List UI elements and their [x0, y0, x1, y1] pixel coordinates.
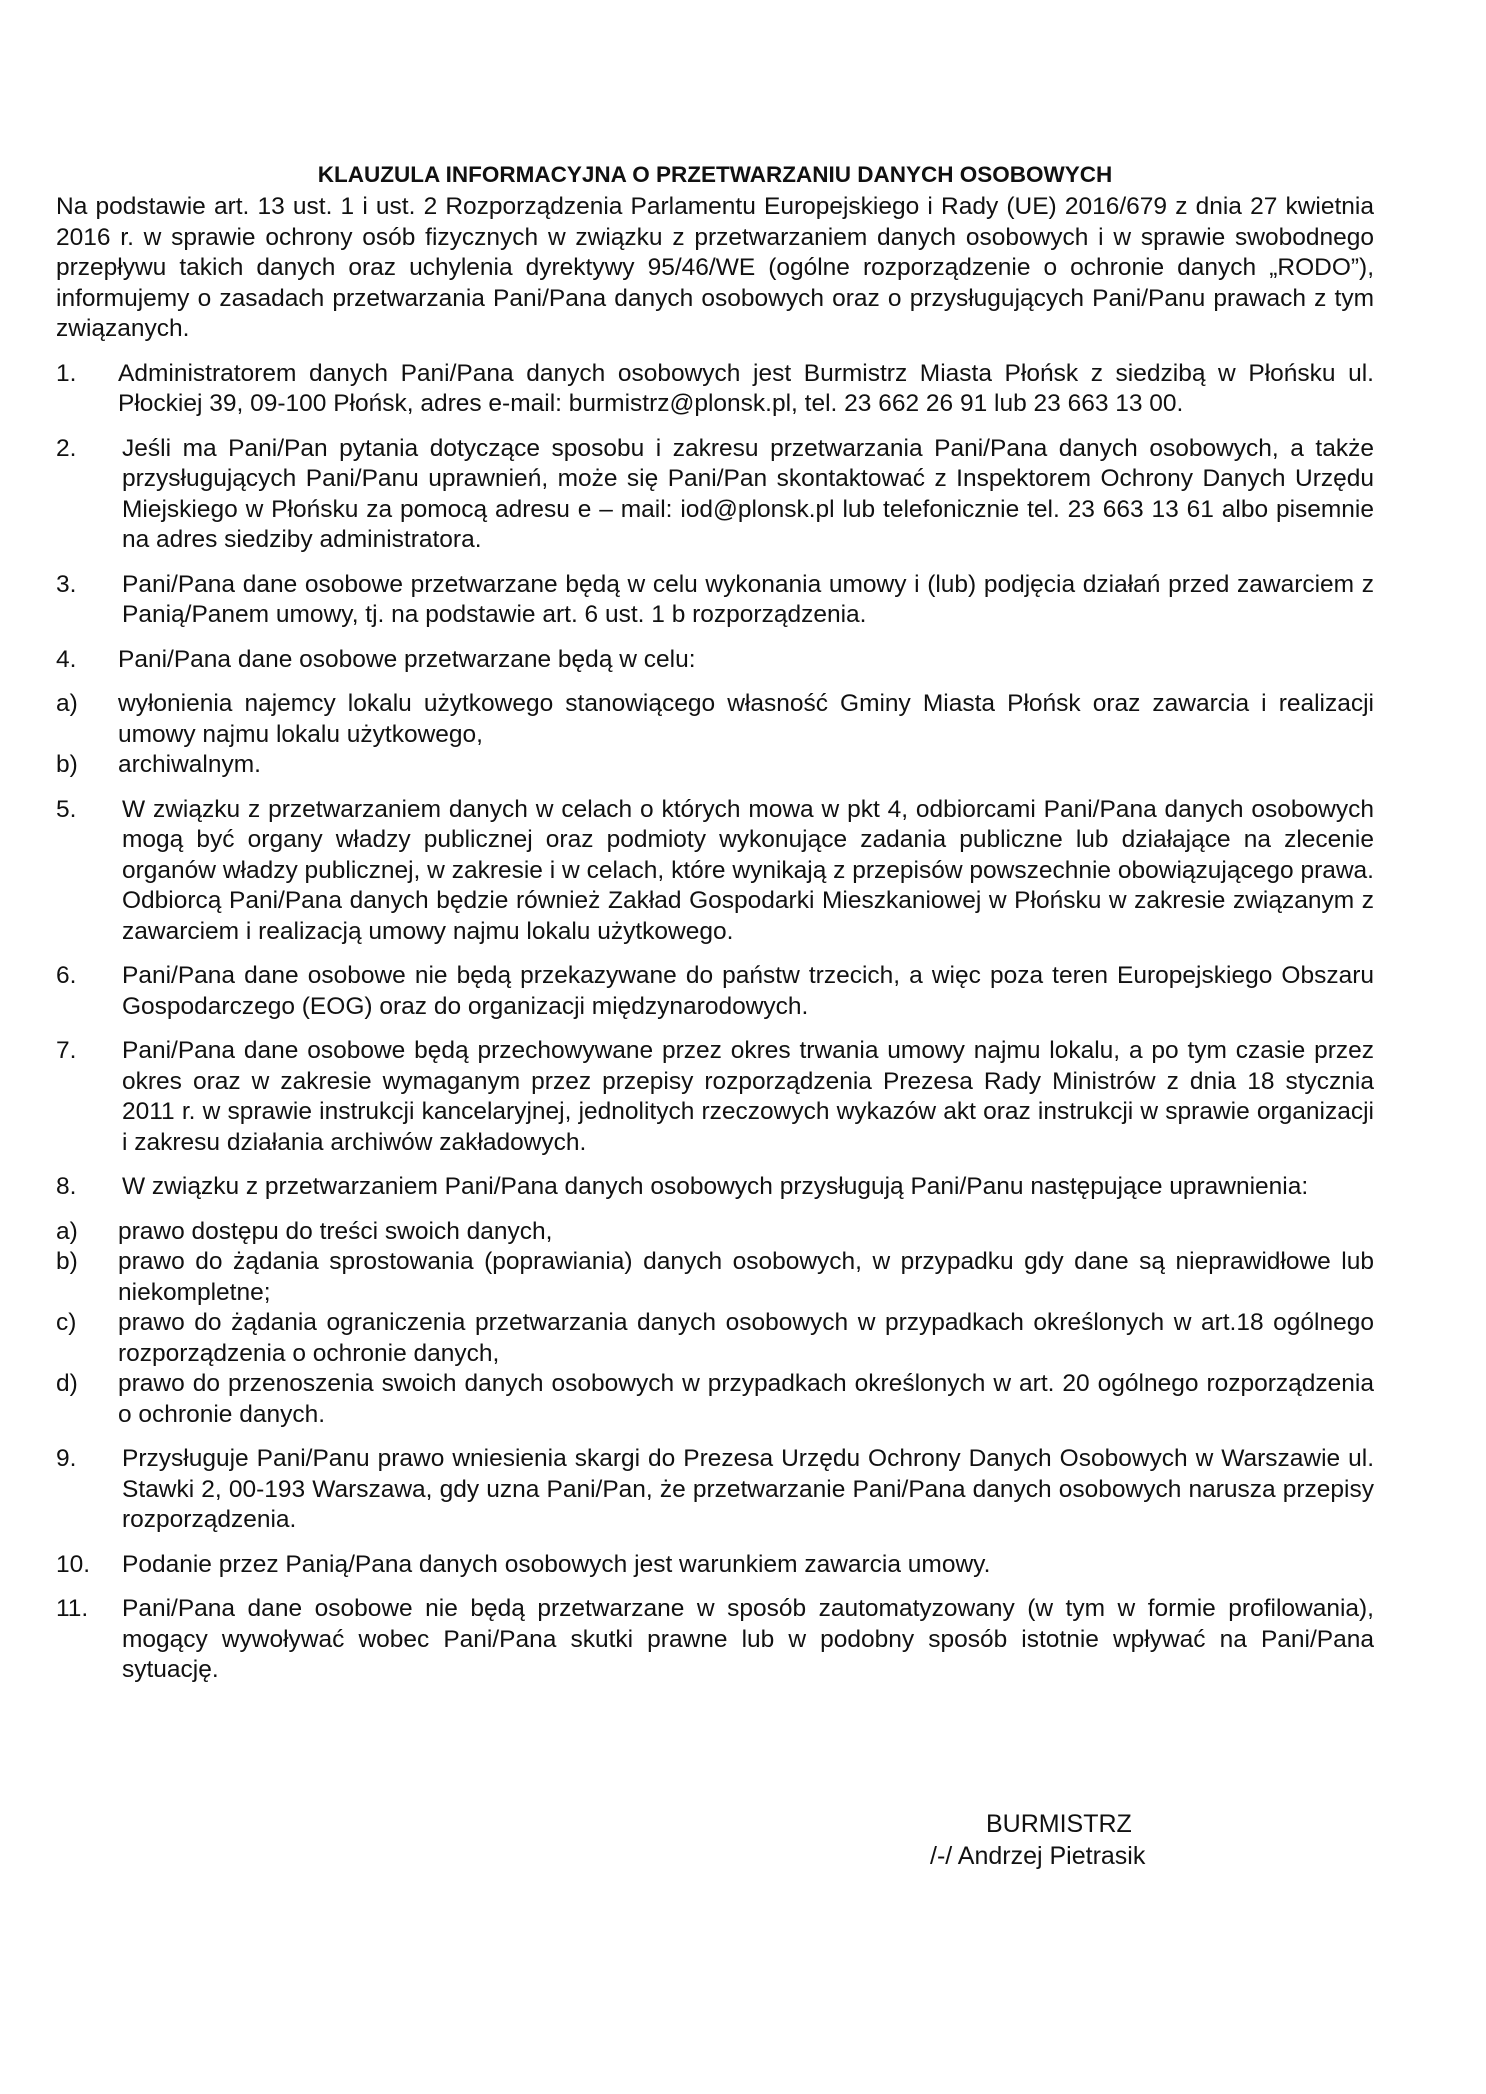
sub-item-letter: d) — [56, 1370, 78, 1397]
list-item-3 — [56, 570, 1374, 631]
sub-item-letter: b) — [56, 1248, 78, 1275]
list-item-8 — [56, 1172, 1374, 1203]
item-number: 8. — [56, 1173, 77, 1200]
list-item-11 — [56, 1594, 1374, 1686]
sublist-item-a — [56, 689, 1374, 750]
item-number: 11. — [56, 1595, 89, 1622]
sublist-purposes — [56, 689, 1374, 781]
signature-block — [930, 1808, 1145, 1872]
sub-item-text: prawo do żądania ograniczenia przetwarzania danych osobowych w przypadkach określonych w art.18 ogólnego rozporządzenia o ochronie danych, — [118, 1309, 1374, 1367]
sub-item-text: archiwalnym. — [118, 751, 261, 778]
document-page — [56, 160, 1374, 1700]
item-number: 9. — [56, 1445, 77, 1472]
item-number: 5. — [56, 795, 77, 823]
sub-item-letter: a) — [56, 1217, 78, 1245]
item-text: Podanie przez Panią/Pana danych osobowych jest warunkiem zawarcia umowy. — [122, 1550, 991, 1578]
item-text: Pani/Pana dane osobowe będą przechowywane przez okres trwania umowy najmu lokalu, a po tym czasie przez okres oraz w zakresie wymaganym przez przepisy rozporządzenia Prezesa Rady Ministrów z dnia 18 stycznia 2011 r. w sprawie instrukcji kancelaryjnej, jednolitych rzeczowych wykazów akt oraz instrukcji w sprawie organizacji i zakresu działania archiwów zakładowych. — [122, 1037, 1374, 1156]
list-item-7 — [56, 1036, 1374, 1158]
sub-item-text: prawo do przenoszenia swoich danych osobowych w przypadkach określonych w art. 20 ogólnego rozporządzenia o ochronie danych. — [118, 1370, 1374, 1428]
item-text: Pani/Pana dane osobowe przetwarzane będą w celu wykonania umowy i (lub) podjęcia działań przed zawarciem z Panią/Panem umowy, tj. na podstawie art. 6 ust. 1 b rozporządzenia. — [122, 570, 1374, 628]
signature-role: BURMISTRZ — [986, 1810, 1132, 1838]
sublist-item-a — [56, 1217, 1374, 1248]
item-number: 6. — [56, 962, 77, 989]
list-item-1 — [56, 359, 1374, 420]
sub-item-letter: a) — [56, 690, 78, 717]
sublist-item-c — [56, 1308, 1374, 1369]
item-number: 10. — [56, 1550, 91, 1578]
intro-paragraph: Na podstawie art. 13 ust. 1 i ust. 2 Rozporządzenia Parlamentu Europejskiego i Rady (UE) 2016/679 z dnia 27 kwietnia 2016 r. w sprawie ochrony osób fizycznych w związku z przetwarzaniem danych osobowych i w sprawie swobodnego przepływu takich danych oraz uchylenia dyrektywy 95/46/WE (ogólne rozporządzenie o ochronie danych „RODO”), informujemy o zasadach przetwarzania Pani/Pana danych osobowych oraz o przysługujących Pani/Panu prawach z tym związanych. — [56, 193, 1374, 342]
sub-item-text: wyłonienia najemcy lokalu użytkowego stanowiącego własność Gminy Miasta Płońsk oraz zawarcia i realizacji umowy najmu lokalu użytkowego, — [118, 690, 1374, 748]
list-item-4 — [56, 645, 1374, 676]
list-item-6 — [56, 961, 1374, 1022]
sublist-item-b — [56, 750, 1374, 781]
sub-item-text: prawo do żądania sprostowania (poprawiania) danych osobowych, w przypadku gdy dane są nieprawidłowe lub niekompletne; — [118, 1248, 1374, 1306]
item-number: 7. — [56, 1037, 77, 1064]
sublist-item-d — [56, 1369, 1374, 1430]
item-number: 4. — [56, 645, 77, 673]
document-title: KLAUZULA INFORMACYJNA O PRZETWARZANIU DANYCH OSOBOWYCH — [317, 162, 1113, 187]
item-number: 1. — [56, 359, 77, 387]
sub-item-text: prawo dostępu do treści swoich danych, — [118, 1217, 553, 1245]
sublist-item-b — [56, 1247, 1374, 1308]
item-text: Administratorem danych Pani/Pana danych osobowych jest Burmistrz Miasta Płońsk z siedzibą w Płońsku ul. Płockiej 39, 09-100 Płońsk, adres e-mail: burmistrz@plonsk.pl, tel. 23 662 26 91 lub 23 663 13 00. — [118, 359, 1374, 417]
item-number: 3. — [56, 570, 77, 598]
list-item-10 — [56, 1550, 1374, 1581]
list-item-2 — [56, 434, 1374, 556]
item-text: Jeśli ma Pani/Pan pytania dotyczące sposobu i zakresu przetwarzania Pani/Pana danych osobowych, a także przysługujących Pani/Panu uprawnień, może się Pani/Pan skontaktować z Inspektorem Ochrony Danych Urzędu Miejskiego w Płońsku za pomocą adresu e – mail: iod@plonsk.pl lub telefonicznie tel. 23 663 13 61 albo pisemnie na adres siedziby administratora. — [122, 434, 1374, 553]
signature-name: /-/ Andrzej Pietrasik — [930, 1842, 1146, 1870]
item-text: Pani/Pana dane osobowe nie będą przekazywane do państw trzecich, a więc poza teren Europejskiego Obszaru Gospodarczego (EOG) oraz do organizacji międzynarodowych. — [122, 962, 1374, 1020]
item-number: 2. — [56, 434, 77, 462]
item-text: Przysługuje Pani/Panu prawo wniesienia skargi do Prezesa Urzędu Ochrony Danych Osobowych w Warszawie ul. Stawki 2, 00-193 Warszawa, gdy uzna Pani/Pan, że przetwarzanie Pani/Pana danych osobowych narusza przepisy rozporządzenia. — [122, 1445, 1374, 1533]
sub-item-letter: c) — [56, 1309, 77, 1336]
list-item-9 — [56, 1444, 1374, 1536]
item-text: Pani/Pana dane osobowe przetwarzane będą w celu: — [118, 645, 696, 673]
item-text: Pani/Pana dane osobowe nie będą przetwarzane w sposób zautomatyzowany (w tym w formie profilowania), mogący wywoływać wobec Pani/Pana skutki prawne lub w podobny sposób istotnie wpływać na Pani/Pana sytuację. — [122, 1595, 1374, 1683]
list-item-5 — [56, 795, 1374, 948]
sublist-rights — [56, 1217, 1374, 1431]
item-text: W związku z przetwarzaniem danych w celach o których mowa w pkt 4, odbiorcami Pani/Pana danych osobowych mogą być organy władzy publicznej oraz podmioty wykonujące zadania publiczne lub działające na zlecenie organów władzy publicznej, w zakresie i w celach, które wynikają z przepisów powszechnie obowiązującego prawa. Odbiorcą Pani/Pana danych będzie również Zakład Gospodarki Mieszkaniowej w Płońsku w zakresie związanym z zawarciem i realizacją umowy najmu lokalu użytkowego. — [122, 795, 1374, 945]
sub-item-letter: b) — [56, 751, 78, 778]
item-text: W związku z przetwarzaniem Pani/Pana danych osobowych przysługują Pani/Panu następujące uprawnienia: — [122, 1173, 1309, 1200]
